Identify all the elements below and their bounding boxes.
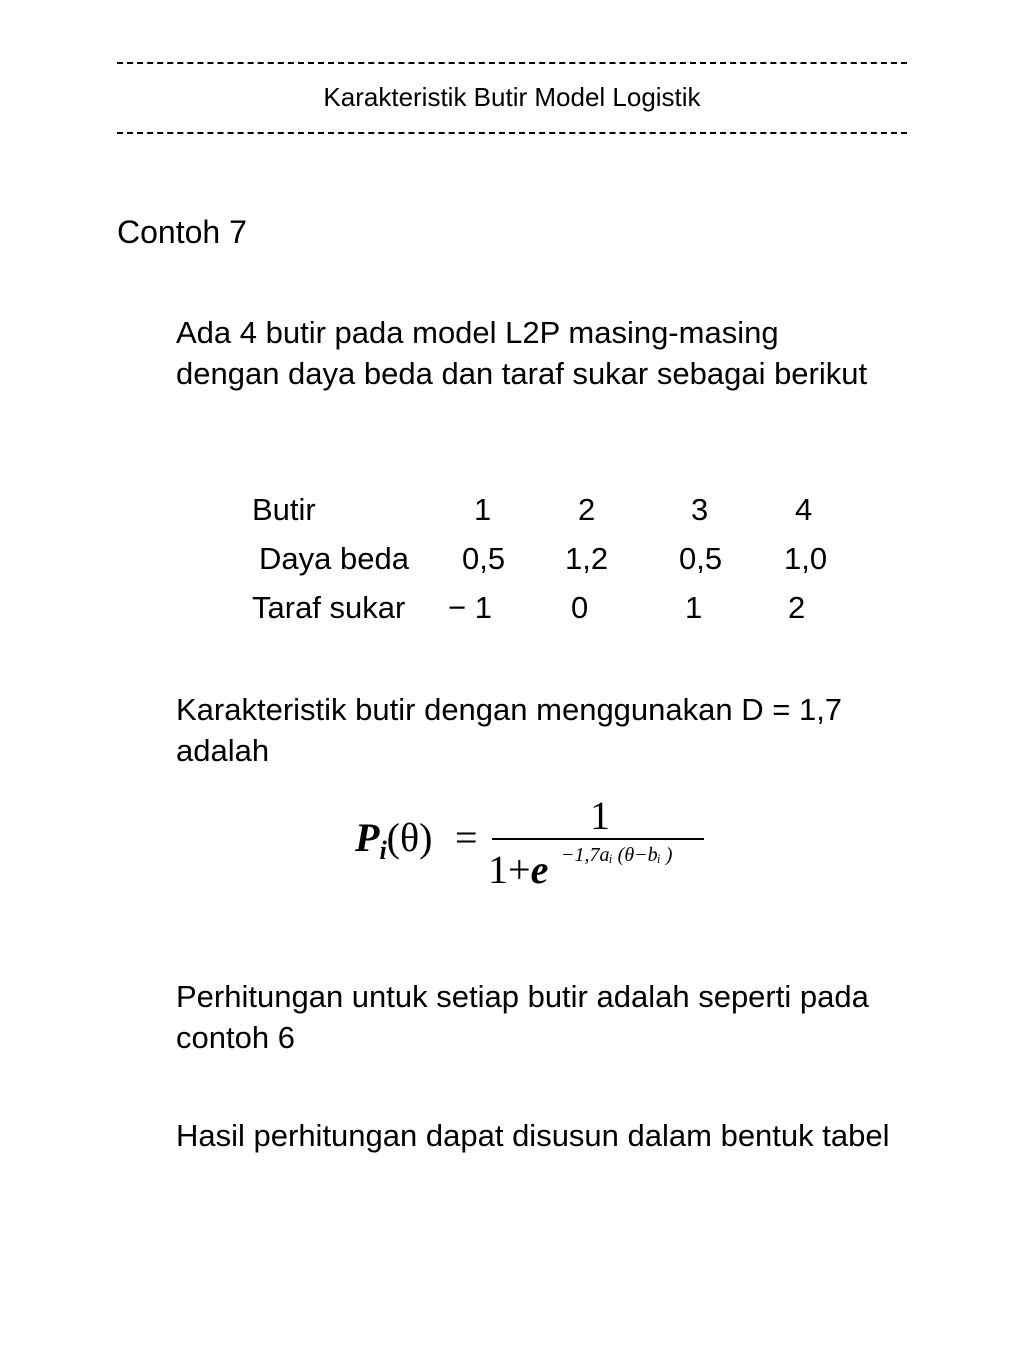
table-row-taraf-sukar [252, 590, 872, 639]
table-cell: 2 [578, 492, 596, 527]
table-cell: 3 [691, 492, 709, 527]
table-cell: 4 [795, 492, 813, 527]
table-cell: 1 [685, 590, 703, 625]
formula-equals: = [455, 815, 478, 860]
paragraph-result: Hasil perhitungan dapat disusun dalam bentuk tabel [176, 1118, 890, 1153]
table-cell: − 1 [448, 590, 492, 625]
table-cell: 1,0 [784, 541, 828, 576]
paragraph-calculation: Perhitungan untuk setiap butir adalah seperti pada contoh 6 [176, 979, 869, 1055]
table-cell: 1,2 [565, 541, 609, 576]
table-cell: 0 [571, 590, 589, 625]
table-cell: 2 [788, 590, 806, 625]
formula-argument: (θ) [386, 815, 433, 860]
formula-lhs [355, 814, 433, 865]
table-row-daya-beda [252, 541, 872, 590]
denominator-base: 1+ [488, 847, 531, 892]
formula-numerator: 1 [590, 793, 610, 838]
denominator-e: e [530, 847, 549, 892]
row-label: Taraf sukar [252, 590, 406, 625]
header-title: Karakteristik Butir Model Logistik [323, 82, 701, 112]
formula-denominator [488, 846, 548, 893]
table-cell: 0,5 [462, 541, 506, 576]
item-parameter-table [252, 492, 872, 639]
table-cell: 0,5 [679, 541, 723, 576]
statement-paragraph: Karakteristik butir dengan menggunakan D = 1,7 adalah [176, 692, 843, 768]
formula-p-symbol: P [355, 815, 380, 860]
intro-paragraph: Ada 4 butir pada model L2P masing-masing dengan daya beda dan taraf sukar sebagai berikut [176, 315, 868, 391]
header-bottom-rule [117, 132, 907, 134]
fraction-bar [492, 838, 704, 840]
row-label: Daya beda [259, 541, 409, 576]
formula-subscript: i [379, 836, 387, 865]
logistic-formula [355, 792, 735, 892]
table-cell: 1 [474, 492, 492, 527]
example-heading: Contoh 7 [117, 214, 247, 250]
row-label: Butir [252, 492, 316, 527]
table-row-butir [252, 492, 872, 541]
formula-exponent: −1,7aᵢ (θ−bᵢ ) [561, 844, 673, 866]
header-top-rule [117, 62, 907, 64]
